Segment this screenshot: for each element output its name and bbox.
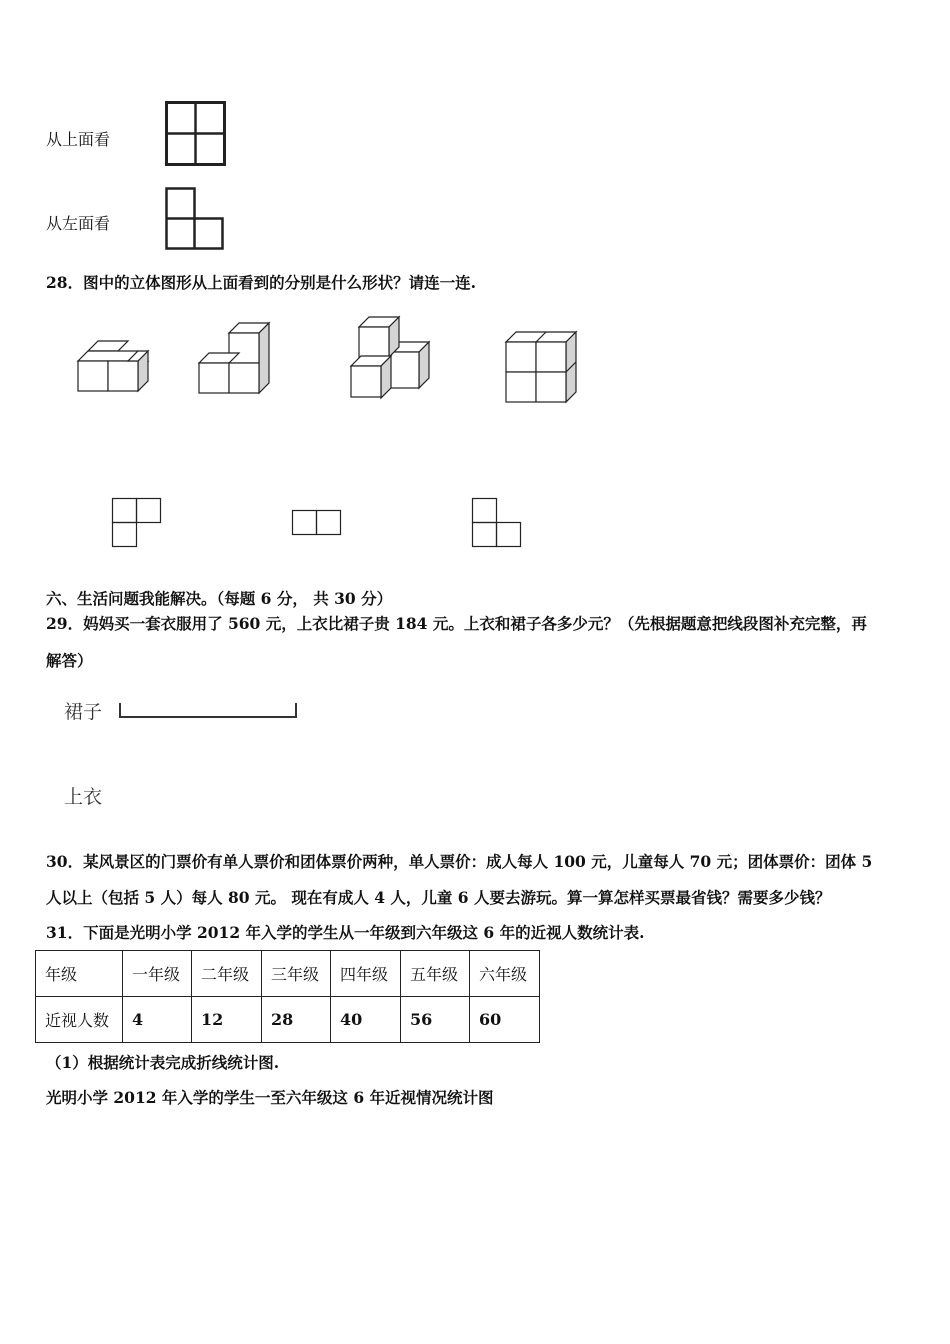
table-cell: 12 xyxy=(192,997,262,1043)
table-header-cell: 四年级 xyxy=(331,951,401,997)
skirt-segment xyxy=(117,700,301,720)
table-row-label: 近视人数 xyxy=(36,997,123,1043)
table-header-cell: 五年级 xyxy=(401,951,470,997)
table-cell: 4 xyxy=(123,997,192,1043)
question-31-text: 31．下面是光明小学 2012 年入学的学生从一年级到六年级这 6 年的近视人数统计表. xyxy=(46,923,645,942)
solid-figure-2 xyxy=(196,322,274,396)
question-28-text: 28．图中的立体图形从上面看到的分别是什么形状？请连一连. xyxy=(46,273,476,292)
table-cell: 56 xyxy=(401,997,470,1043)
top-view-label: 从上面看 xyxy=(46,130,111,149)
flat-shape-2 xyxy=(291,509,343,537)
question-29-line-2: 解答） xyxy=(46,651,93,670)
solid-figure-1 xyxy=(75,338,153,394)
table-header-cell: 年级 xyxy=(36,951,123,997)
table-cell: 28 xyxy=(262,997,331,1043)
top-view-grid-figure xyxy=(165,101,227,167)
skirt-label: 裙子 xyxy=(64,701,103,723)
table-header-cell: 六年级 xyxy=(470,951,540,997)
section-6-heading: 六、生活问题我能解决。（每题 6 分， 共 30 分） xyxy=(46,589,393,608)
table-row xyxy=(36,997,540,1043)
left-view-label: 从左面看 xyxy=(46,214,111,233)
question-30-line-1: 30．某风景区的门票价有单人票价和团体票价两种，单人票价：成人每人 100 元，儿童每人 70 元；团体票价：团体 5 xyxy=(46,852,873,871)
question-29-line-1: 29．妈妈买一套衣服用了 560 元，上衣比裙子贵 184 元。上衣和裙子各多少元？（先根据题意把线段图补充完整，再 xyxy=(46,614,867,633)
question-31-sub-1: （1）根据统计表完成折线统计图. xyxy=(46,1053,280,1072)
solid-figure-3 xyxy=(348,316,434,398)
table-header-cell: 一年级 xyxy=(123,951,192,997)
table-header-cell: 二年级 xyxy=(192,951,262,997)
left-view-l-figure xyxy=(165,187,225,250)
table-header-cell: 三年级 xyxy=(262,951,331,997)
chart-title: 光明小学 2012 年入学的学生一至六年级这 6 年近视情况统计图 xyxy=(46,1088,494,1107)
top-clothes-label: 上衣 xyxy=(64,786,103,808)
solid-figure-4 xyxy=(503,330,581,406)
table-cell: 60 xyxy=(470,997,540,1043)
question-30-line-2: 人以上（包括 5 人）每人 80 元。 现在有成人 4 人，儿童 6 人要去游玩。算一算怎样买票最省钱？需要多少钱？ xyxy=(46,888,831,907)
flat-shape-1 xyxy=(111,497,163,549)
myopia-stats-table xyxy=(35,950,540,1043)
table-cell: 40 xyxy=(331,997,401,1043)
table-header-row xyxy=(36,951,540,997)
flat-shape-3 xyxy=(471,497,523,549)
